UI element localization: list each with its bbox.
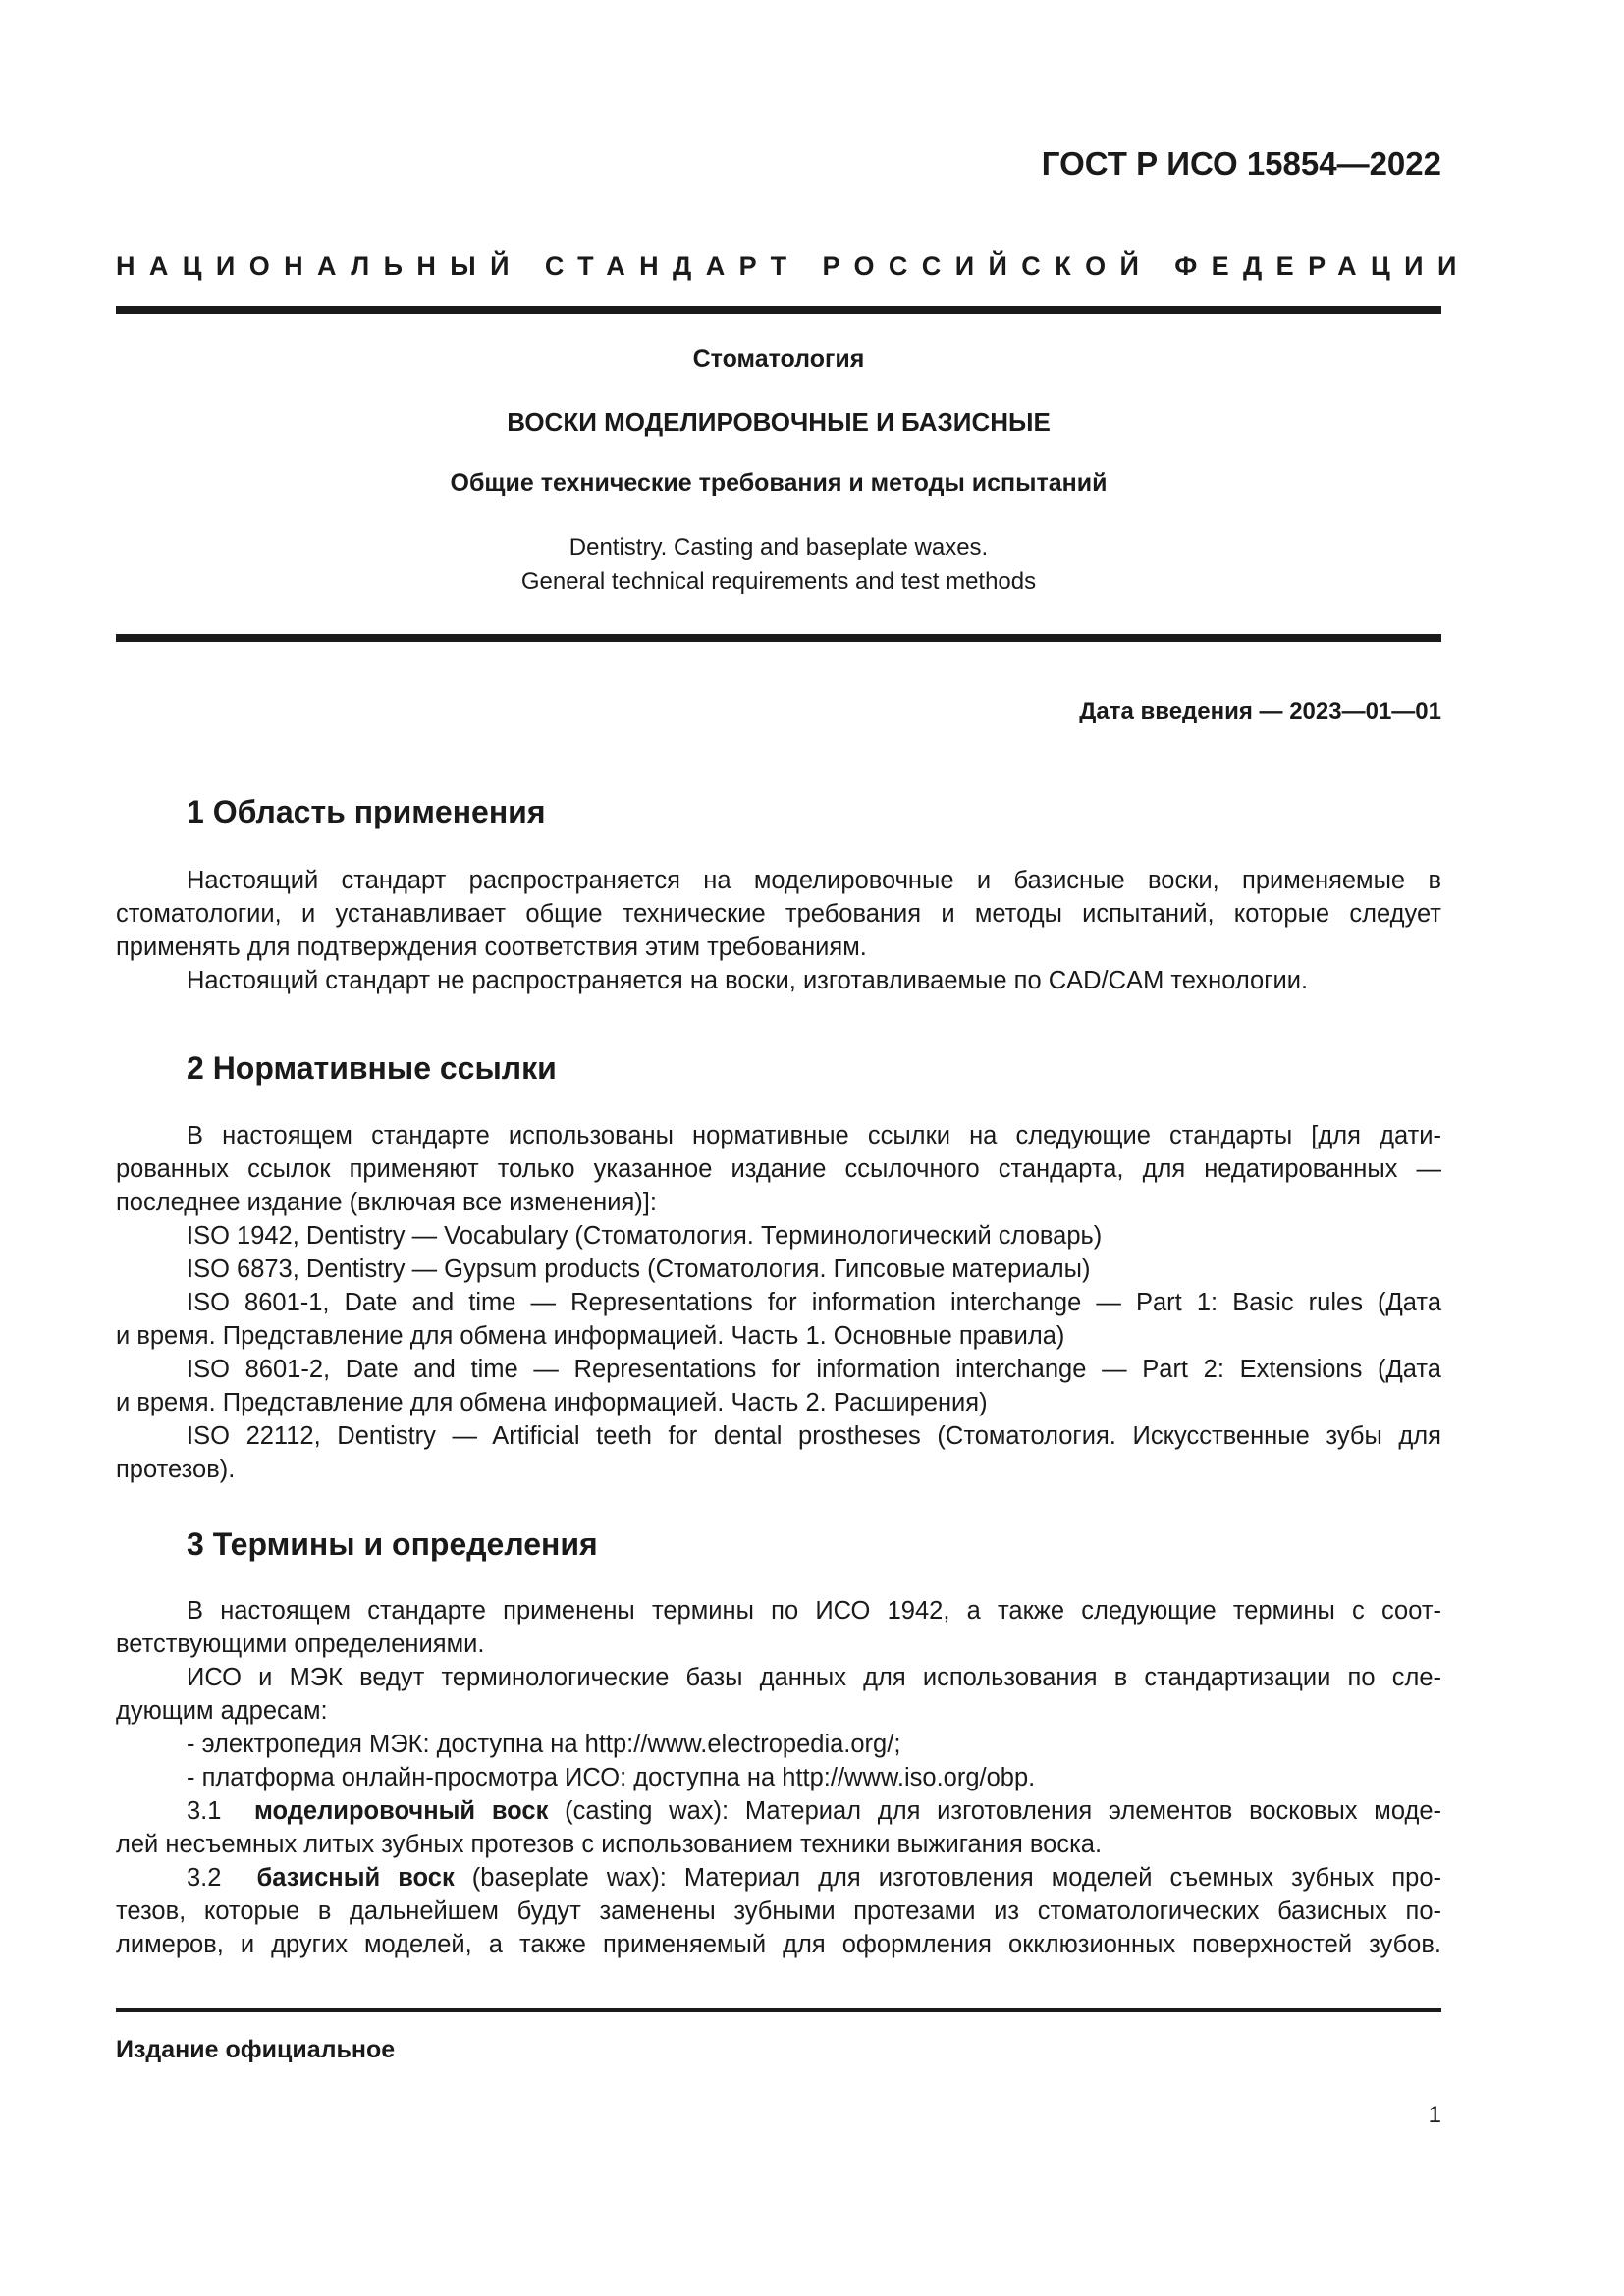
reference-iso-22112: ISO 22112, Dentistry — Artificial teeth for dental prostheses (Стоматология. Искусственные зубы для [187, 1422, 1441, 1450]
text-line: лей несъемных литых зубных протезов с использованием техники выжигания воска. [116, 1831, 1103, 1858]
section-3-body [116, 1594, 1441, 1961]
term-number: 3.2 [187, 1864, 222, 1892]
text-line: дующим адресам: [116, 1697, 328, 1725]
text-line: последнее издание (включая все изменения)]: [116, 1189, 657, 1216]
text-line: ветствующими определениями. [116, 1630, 485, 1658]
term-name: моделировочный воск [253, 1797, 549, 1825]
section-3-heading: 3 Термины и определения [187, 1526, 598, 1562]
text-line: тезов, которые в дальнейшем будут заменены зубными протезами из стоматологических базисных по- [116, 1897, 1441, 1925]
reference-iso-8601-1: ISO 8601-1, Date and time — Representations for information interchange — Part 1: Basic rules (Дата [187, 1289, 1441, 1316]
term-number: 3.1 [187, 1797, 222, 1825]
reference-iso-1942: ISO 1942, Dentistry — Vocabulary (Стоматология. Терминологический словарь) [187, 1222, 1103, 1250]
term-definition: (casting wax): Материал для изготовления элементов восковых моде- [565, 1797, 1441, 1825]
section-1-body [116, 864, 1441, 997]
sub-title: Общие технические требования и методы испытаний [450, 469, 1108, 497]
subject-title: Стоматология [692, 346, 865, 373]
reference-iso-8601-2: ISO 8601-2, Date and time — Representations for information interchange — Part 2: Extensions (Дата [187, 1356, 1441, 1383]
link-electropedia: - электропедия МЭК: доступна на http://www.electropedia.org/; [187, 1731, 901, 1758]
english-title-line-2: General technical requirements and test methods [520, 568, 1037, 595]
text-line: протезов). [116, 1456, 236, 1483]
text-line: лимеров, и других моделей, а также применяемый для оформления окклюзионных поверхностей зубов. [116, 1931, 1441, 1958]
official-edition-label: Издание официальное [116, 2036, 396, 2063]
footer-rule [116, 2008, 1441, 2012]
text-line: и время. Представление для обмена информацией. Часть 1. Основные правила) [116, 1322, 1065, 1350]
national-standard-label: НАЦИОНАЛЬНЫЙ СТАНДАРТ РОССИЙСКОЙ ФЕДЕРАЦИИ [116, 251, 1471, 281]
introduction-date: Дата введения — 2023—01—01 [1079, 698, 1441, 724]
text-line: ИСО и МЭК ведут терминологические базы данных для использования в стандартизации по сле- [187, 1664, 1441, 1691]
link-iso-obp: - платформа онлайн-просмотра ИСО: доступна на http://www.iso.org/obp. [187, 1764, 1036, 1791]
english-title-line-1: Dentistry. Casting and baseplate waxes. [568, 534, 989, 561]
text-line: Настоящий стандарт не распространяется на воски, изготавливаемые по CAD/CAM технологии. [187, 967, 1309, 994]
text-line: рованных ссылок применяют только указанное издание ссылочного стандарта, для недатированных — [116, 1155, 1441, 1183]
text-line: В настоящем стандарте использованы нормативные ссылки на следующие стандарты [для дати- [187, 1122, 1441, 1149]
reference-iso-6873: ISO 6873, Dentistry — Gypsum products (Стоматология. Гипсовые материалы) [187, 1255, 1091, 1283]
section-2-body [116, 1119, 1441, 1486]
section-1-heading: 1 Область применения [187, 794, 546, 829]
main-title: ВОСКИ МОДЕЛИРОВОЧНЫЕ И БАЗИСНЫЕ [507, 407, 1051, 437]
doc-number: ГОСТ Р ИСО 15854—2022 [1041, 145, 1441, 182]
page-number: 1 [1428, 2102, 1441, 2128]
section-2-heading: 2 Нормативные ссылки [187, 1050, 557, 1086]
text-line: В настоящем стандарте применены термины по ИСО 1942, а также следующие термины с соот- [187, 1597, 1441, 1625]
text-line: применять для подтверждения соответствия этим требованиям. [116, 934, 867, 961]
term-name: базисный воск [256, 1864, 455, 1892]
top-rule [116, 306, 1441, 314]
term-definition: (baseplate wax): Материал для изготовления моделей съемных зубных про- [471, 1864, 1441, 1892]
term-3-2 [116, 1861, 1441, 1895]
text-line: и время. Представление для обмена информацией. Часть 2. Расширения) [116, 1389, 988, 1416]
term-3-1 [116, 1794, 1441, 1828]
title-rule [116, 634, 1441, 642]
text-line: Настоящий стандарт распространяется на моделировочные и базисные воски, применяемые в [187, 867, 1441, 894]
text-line: стоматологии, и устанавливает общие технические требования и методы испытаний, которые следует [116, 900, 1441, 928]
